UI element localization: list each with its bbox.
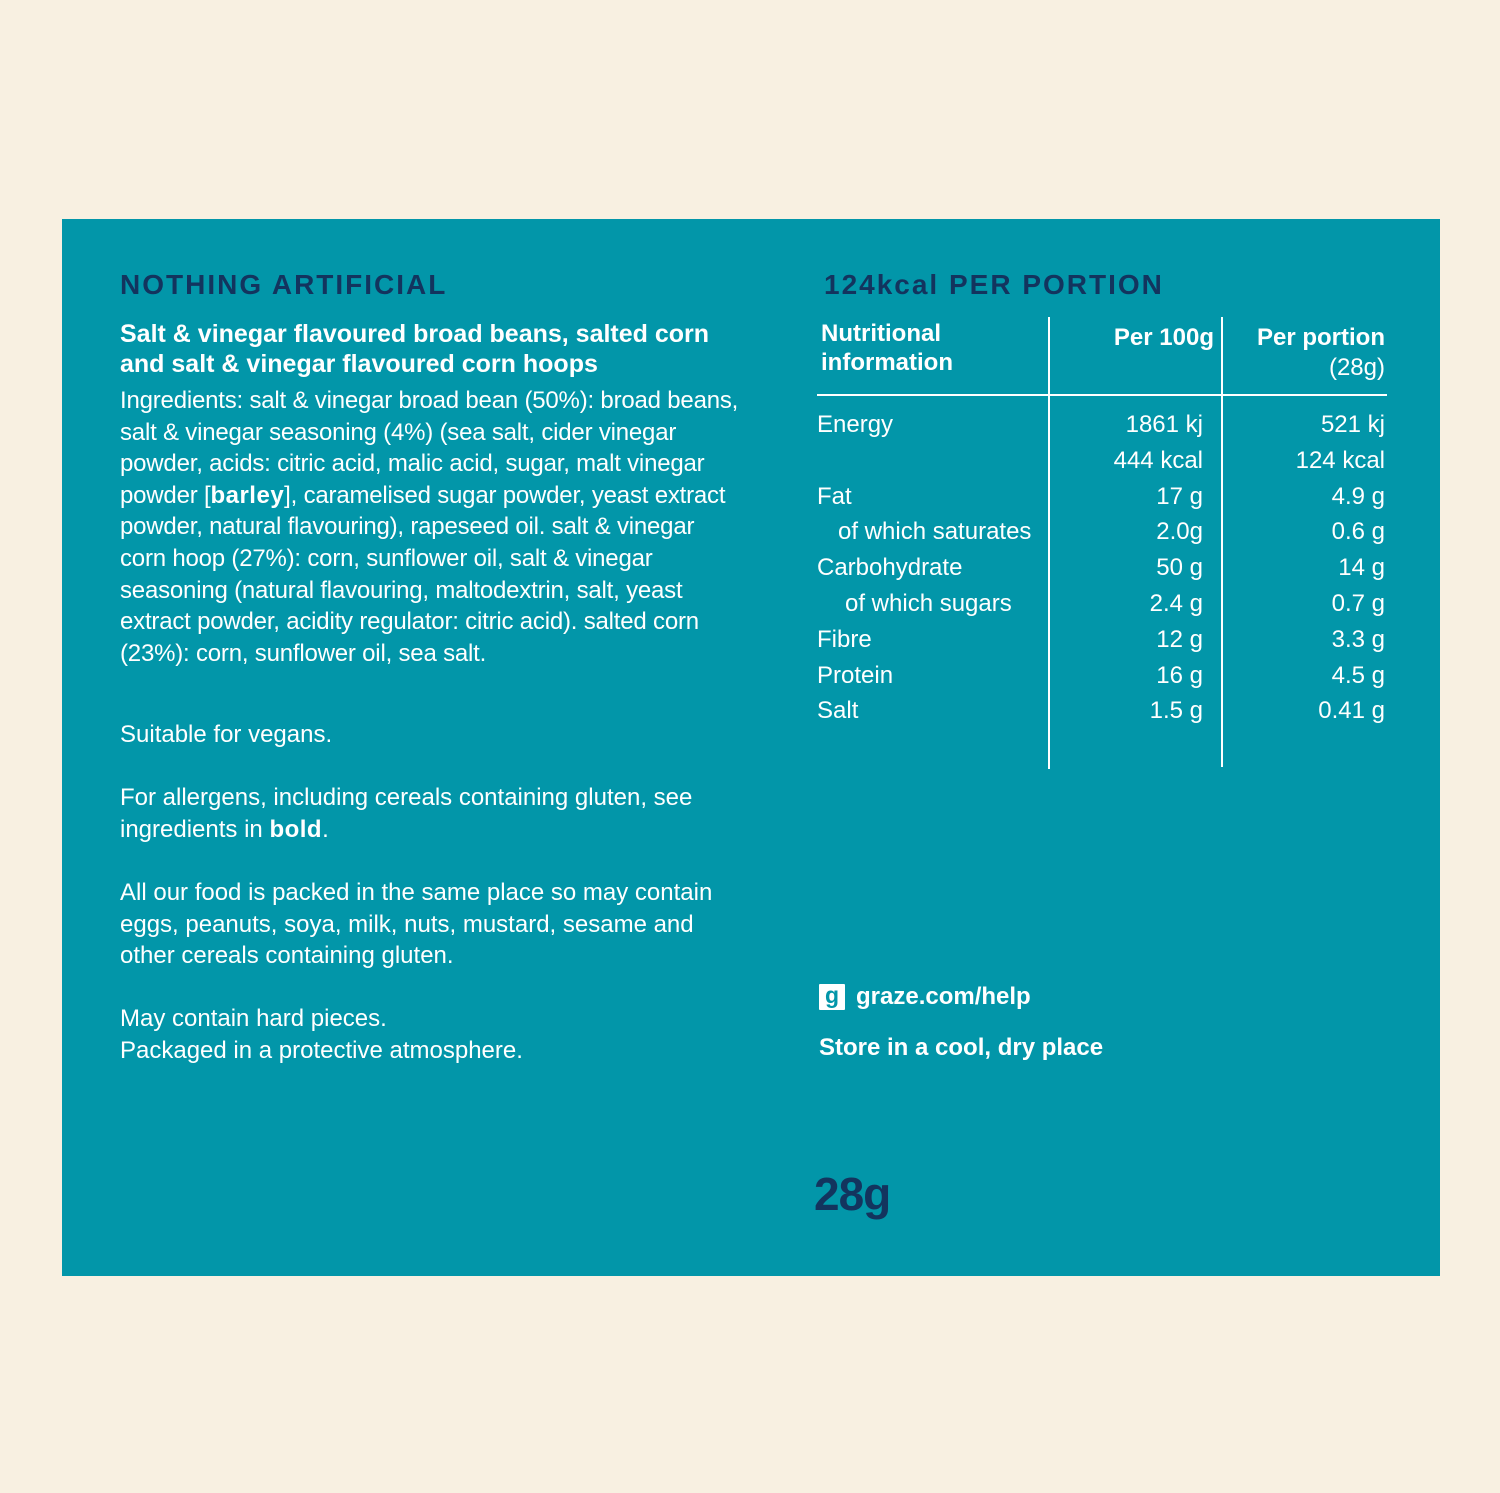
table-row bbox=[817, 626, 1387, 662]
row-label: Fibre bbox=[817, 625, 872, 653]
allergen-note-bold: bold bbox=[269, 815, 323, 843]
table-header-rule bbox=[817, 394, 1387, 396]
nutrition-panel bbox=[62, 219, 1440, 1276]
row-per-portion: 14 g bbox=[1338, 554, 1385, 582]
row-per-portion: 521 kj bbox=[1320, 411, 1385, 438]
packed-note: All our food is packed in the same place so may contain eggs, peanuts, soya, milk, nuts, mustard, sesame and other cereals containing gluten. bbox=[120, 879, 713, 970]
row-per-100g: 1861 kj bbox=[1125, 411, 1203, 438]
header-line1: Nutritional bbox=[821, 320, 941, 347]
row-per-portion: 124 kcal bbox=[1295, 446, 1385, 474]
row-label: Fat bbox=[817, 482, 852, 510]
row-per-100g: 12 g bbox=[1156, 625, 1203, 653]
table-row bbox=[817, 518, 1387, 554]
table-row bbox=[817, 483, 1387, 519]
net-weight: 28g bbox=[814, 1168, 891, 1220]
row-per-100g: 2.4 g bbox=[1149, 590, 1203, 617]
header-portion-size: (28g) bbox=[1328, 354, 1385, 381]
allergen-note bbox=[120, 782, 760, 845]
table-row bbox=[817, 662, 1387, 698]
vegan-note: Suitable for vegans. bbox=[120, 721, 333, 748]
row-per-100g: 2.0g bbox=[1156, 518, 1203, 546]
row-per-portion: 0.7 g bbox=[1331, 590, 1385, 617]
nutrition-table bbox=[817, 317, 1387, 769]
header-nutritional-info bbox=[821, 319, 953, 377]
graze-logo-icon: g bbox=[819, 984, 845, 1010]
row-label: Energy bbox=[817, 411, 894, 438]
row-label: of which sugars bbox=[845, 590, 1012, 617]
table-row bbox=[817, 554, 1387, 590]
product-title: Salt & vinegar flavoured broad beans, salted corn and salt & vinegar flavoured corn hoops bbox=[120, 320, 710, 378]
row-label: of which saturates bbox=[838, 518, 1032, 546]
kcal-per-portion-heading: 124kcal PER PORTION bbox=[824, 269, 1164, 300]
header-per-portion: Per portion bbox=[1256, 324, 1385, 351]
row-per-portion: 4.9 g bbox=[1331, 482, 1385, 510]
atmosphere-note: Packaged in a protective atmosphere. bbox=[120, 1037, 523, 1064]
row-label: Carbohydrate bbox=[817, 554, 963, 582]
row-per-100g: 17 g bbox=[1156, 482, 1203, 510]
table-row bbox=[817, 411, 1387, 447]
row-per-100g: 444 kcal bbox=[1113, 446, 1203, 474]
row-per-portion: 4.5 g bbox=[1331, 661, 1385, 689]
ingredients-part1: Ingredients: salt & vinegar broad bean (50%): broad beans, salt & vinegar seasoning (4%) (sea salt, cider vinegar powder, acids: citric acid, malic acid, sugar, malt vinegar powder [ bbox=[120, 387, 739, 509]
table-row bbox=[817, 590, 1387, 626]
row-per-portion: 0.6 g bbox=[1331, 518, 1385, 546]
storage-instructions: Store in a cool, dry place bbox=[819, 1034, 1104, 1061]
header-line2: information bbox=[821, 349, 953, 376]
help-url[interactable]: graze.com/help bbox=[856, 983, 1031, 1010]
hard-pieces-note: May contain hard pieces. bbox=[120, 1005, 387, 1032]
table-row bbox=[817, 447, 1387, 483]
ingredients-text bbox=[120, 385, 740, 669]
row-label: Protein bbox=[817, 661, 894, 689]
row-per-portion: 0.41 g bbox=[1318, 697, 1385, 725]
allergen-note-text: For allergens, including cereals containing gluten, see ingredients in bbox=[120, 784, 693, 843]
ingredients-part2: ], caramelised sugar powder, yeast extract powder, natural flavouring), rapeseed oil. salt & vinegar corn hoop (27%): corn, sunflower oil, salt & vinegar seasoning (natural flavouring, maltodextrin, salt, yeast extract powder, acidity regulator: citric acid). salted corn (23%): corn, sunflower oil, sea salt. bbox=[120, 481, 726, 667]
row-per-portion: 3.3 g bbox=[1331, 625, 1385, 653]
allergen-barley: barley bbox=[210, 481, 285, 509]
header-per-100g: Per 100g bbox=[1113, 324, 1214, 351]
row-per-100g: 16 g bbox=[1156, 661, 1203, 689]
nothing-artificial-heading: NOTHING ARTIFICIAL bbox=[120, 269, 448, 300]
row-per-100g: 1.5 g bbox=[1149, 697, 1203, 725]
allergen-note-end: . bbox=[322, 815, 329, 843]
row-per-100g: 50 g bbox=[1156, 554, 1203, 582]
row-label: Salt bbox=[817, 697, 859, 725]
help-link[interactable] bbox=[819, 983, 1031, 1011]
table-row bbox=[817, 697, 1387, 733]
